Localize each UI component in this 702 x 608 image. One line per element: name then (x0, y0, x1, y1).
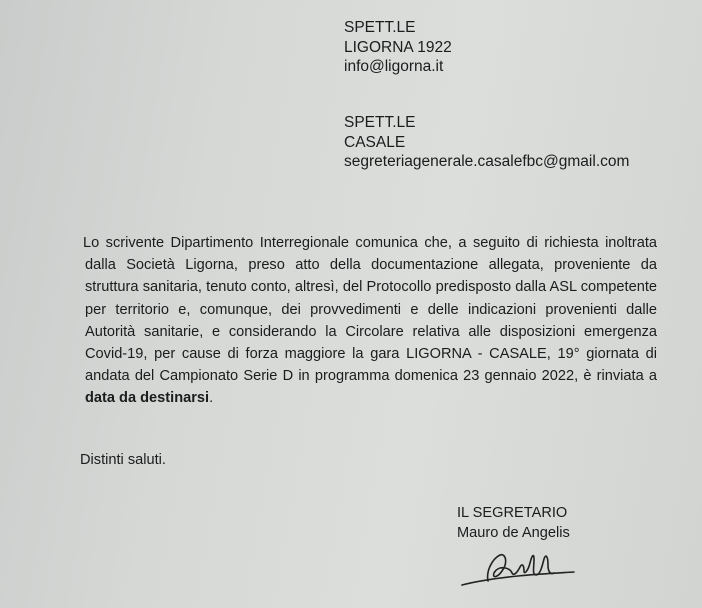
body-end-punct: . (209, 390, 214, 407)
recipient-name: CASALE (344, 133, 406, 151)
recipient-block-ligorna (344, 18, 452, 77)
closing-salutation: Distinti saluti. (80, 452, 166, 468)
recipient-salutation: SPETT.LE (344, 114, 416, 131)
handwritten-signature (458, 545, 578, 593)
recipient-salutation: SPETT.LE (344, 19, 416, 36)
letter-body (85, 232, 657, 410)
recipient-block-casale (344, 113, 629, 172)
body-paragraph: Lo scrivente Dipartimento Interregionale comunica che, a seguito di richiesta inoltrata dalla Società Ligorna, preso atto della documentazione allegata, proveniente da struttura sanitaria, tenuto conto, altresì, del Protocollo predisposto dalla ASL competente per territorio e, comunque, dei provvedimenti e delle indicazioni provenienti dalle Autorità sanitarie, e considerando la Circolare relativa alle disposizioni emergenza Covid-19, per cause di forza maggiore la gara LIGORNA - CASALE, 19° giornata di andata del Campionato Serie D in programma domenica 23 gennaio 2022, è rinviata a (83, 235, 657, 385)
signer-title: IL SEGRETARIO (457, 505, 568, 521)
signer-block (457, 504, 570, 543)
recipient-email: info@ligorna.it (344, 58, 444, 75)
recipient-name: LIGORNA 1922 (344, 38, 452, 56)
signer-name: Mauro de Angelis (457, 524, 570, 541)
recipient-email: segreteriagenerale.casalefbc@gmail.com (344, 153, 630, 170)
body-emphasis: data da destinarsi (85, 390, 210, 407)
